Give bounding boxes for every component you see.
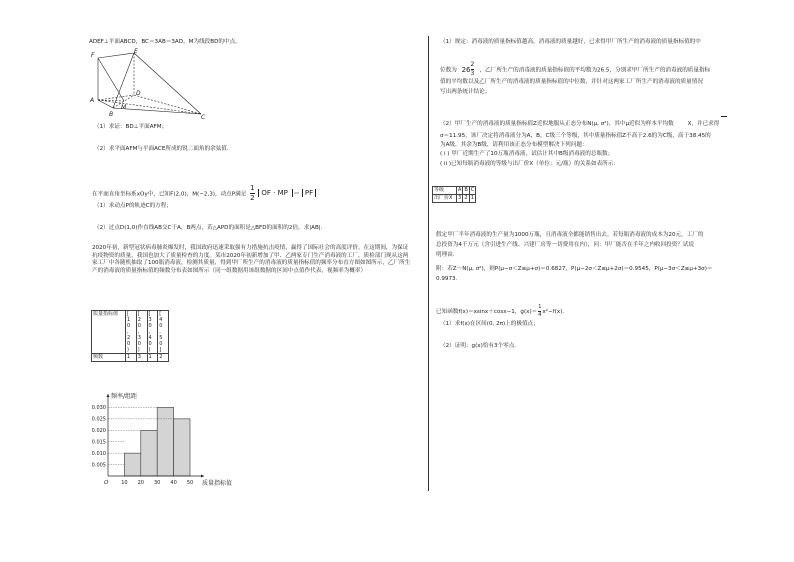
grade-c: C [470,187,475,193]
ellipse-question-1: （1）求动点P的轨迹C的方程； [94,203,172,209]
price-label: 出厂价X [433,194,457,202]
stats-paragraph: 2020年初，新型冠状病毒肺炎爆发时，我国政府迅速采取强有力措施抗击疫情，赢得了国际社会的高度评价。在这期间，为保证抗疫物资的质量，我国也加大了质量检查的力度。某市2020年初新增加了甲、乙两家专门生产消毒液的工厂，质检部门现从这两家工厂中各随机抽取了100瓶消毒液，检测其质量，得到甲厂所生产的消毒液的质量指标值的频率分布直方图如图所示，乙厂所生产的消毒液的质量指标值的频数分布表如图所示（同一组数据用该组数据的区间中点值作代表，视频率为概率） [92,245,411,274]
edge-fm [98,58,124,101]
histogram-bar [157,407,173,476]
histogram-bar [124,453,140,476]
ellipse-question-2: （2）过点D(1,0)作直线AB交C于A，B两点，若△APD的面积是△BFD的面积的2倍，求|AB|. [94,225,323,231]
table-row-values [92,311,169,354]
x-tick-label: 30 [154,480,161,486]
interval-char: ) [127,347,129,353]
count-2: 1 [147,354,158,362]
x-bar-overline [721,116,727,117]
interval-char: 2 [137,317,141,323]
interval-char: [ [159,311,162,317]
y-tick-label: 0.010 [91,450,106,457]
interval-char: [ [148,311,151,317]
r1-line-e: 写出两条统计结论； [440,89,491,95]
r3-line-b: 总投资为4千万元（含引进生产线、兴建厂房等一切费用在内），问：甲厂能否在半年之内收回投资？试说 [436,242,695,248]
y-tick-label: 0.030 [91,405,106,412]
solid-geometry-figure [88,48,208,120]
median-value: 26 $\frac{2}{3}$ [461,61,475,78]
interval-char: 0 [148,323,152,329]
r1-line-d: 值的平均数以及乙厂所生产的消毒液的质量指标值的中位数，并针对这两家工厂所生产的消毒液的质量情况 [440,79,703,85]
label-a: A [90,97,95,104]
interval-0 [126,311,137,354]
geo-intro: ADEF⊥平面ABCD，BC＝3AB＝3AD，M为线段BD的中点。 [89,39,241,45]
quarter-fraction: $\frac{1}{4}$ [538,304,542,318]
y-tick-label: 0.005 [91,462,106,469]
r2-line-d: ( i ) 甲厂近期生产了10万瓶消毒液，试估计其中B级消毒液的总瓶数； [440,151,614,157]
interval-2 [147,311,158,354]
grade-label: 等级 [433,187,457,195]
count-0: 1 [126,354,137,362]
edge-bc [113,108,201,114]
price-c: 1 [470,194,475,201]
x-tick-label: 50 [186,480,194,486]
r1-line-b: 位数为 26 $\frac{2}{3}$ ，乙厂所生产的消毒液的质量指标值的平均数为26.5，分别求甲厂所生产的消毒液的质量指标 [440,61,711,78]
r3-line-d: 附：若Z～N(μ, σ²)，则P(μ−σ＜Z≤μ+σ)＝0.6827，P(μ−2σ＜Z≤μ+2σ)＝0.9545，P(μ−3σ＜Z≤μ+3σ)＝ [436,266,713,272]
ellipse-intro: 在平面直角坐标系xOy中，已知F(2,0)，M(−2,3)，动点P满足 $\frac{1}{2}$ OF · MP ＝ PF [92,184,316,204]
ellipse-lhs: OF · MP [258,189,293,197]
grade-price-table [432,186,476,203]
table-header-index: 质量指标值 [92,311,126,354]
r2-line-b: σ＝11.95，该厂决定将消毒液分为A，B，C级三个等级，其中质量指标值Z不高于2.6的为C级，高于38.45的 [440,133,711,139]
ellipse-rhs: PF [302,189,316,197]
label-f: F [91,52,95,59]
r1-line-a: （1）规定：消毒液的质量指标值越高，消毒液的质量越好，已求得甲厂所生产的消毒液的质量指标值的中 [440,39,701,45]
grade-a: A [458,187,462,193]
interval-char: 0 [159,341,163,347]
ellipse-half: $\frac{1}{2}$ [250,184,255,203]
table-count-label: 频数 [92,354,126,362]
x-tick-label: 10 [121,480,128,486]
r3-line-a: 假定甲厂半年消毒液的生产量为1000万瓶，且消毒液全都能销售出去。若每瓶消毒液的成本为20元，工厂的 [436,232,704,238]
interval-char: 0 [159,323,163,329]
y-axis-arrow [107,394,110,397]
interval-char: 0 [127,341,131,347]
function-question-1: （1）求f(x)在区间(0, 2π)上的极值点； [440,321,539,327]
edge-fe [98,53,134,58]
geo-question-2: （2）求平面AFM与平面ACE所成的锐二面角的余弦值. [94,146,229,152]
function-question-2: （2）证明：g(x)恰有3个零点. [440,343,517,349]
label-m: M [121,104,127,111]
interval-char: ] [159,347,162,353]
interval-char: 4 [148,335,152,341]
label-c: C [201,114,206,120]
interval-char: 0 [148,341,152,347]
interval-char: [ [137,311,140,317]
histogram-bar [141,430,157,476]
r3-line-c: 明理由. [436,252,455,258]
interval-char: 1 [127,317,131,323]
price-a: 3 [458,194,462,201]
histogram-bar [174,419,190,476]
ellipse-intro-text: 在平面直角坐标系xOy中，已知F(2,0)，M(−2,3)，动点P满足 [92,191,247,198]
x-axis-label: 质量指标值 [202,480,233,487]
function-intro: 已知函数f(x)＝xsinx＋cosx−1，g(x)＝ $\frac{1}{4}$ x²−f(x). [436,304,565,318]
y-tick-label: 0.015 [91,439,106,446]
interval-char: , [127,329,129,335]
edge-ad [98,95,134,100]
interval-char: 5 [159,335,163,341]
y-tick-label: 0.025 [91,416,106,423]
r3-line-e: 0.9973. [436,276,458,282]
origin-label: O [104,480,109,486]
interval-char: 0 [137,341,141,347]
interval-char: , [159,329,161,335]
r2-line-e: ( ii )已知每瓶消毒液的等级与出厂价X（单位：元/瓶）的关系如表所示： [440,161,619,167]
frequency-histogram [86,390,236,490]
interval-char: 3 [137,335,141,341]
edge-ec [134,53,201,114]
r2-line-c: 为A级，其余为B级，请利用该正态分布模型解决下列问题： [440,142,588,148]
interval-char: [ [127,311,129,317]
price-b: 2 [464,194,468,201]
table-row-prices [433,194,476,202]
interval-char: ) [148,347,151,353]
x-tick-label: 40 [170,480,177,486]
yi-frequency-table [91,310,169,362]
count-3: 2 [158,354,169,362]
interval-char: 0 [137,323,141,329]
interval-3 [158,311,169,354]
y-axis-label: 频率/组距 [111,393,138,400]
x-axis-arrow [201,475,204,478]
interval-char: 3 [148,317,152,323]
count-1: 3 [136,354,147,362]
x-tick-label: 20 [137,480,144,486]
label-b: B [109,111,114,118]
interval-char: 2 [127,335,131,341]
table-row-counts [92,354,169,362]
geo-question-1: （1）求证：BD⊥平面AFM； [94,124,168,130]
table-row-grades [433,187,476,195]
r2-line-a: （2）甲厂生产的消毒液的质量指标值Z近似地服从正态分布N(μ, σ²)，其中μ近似为样本平均数 X，并已求得 [440,121,720,127]
interval-char: 0 [127,323,131,329]
column-divider [428,36,429,491]
interval-char: ) [137,347,140,353]
interval-char: , [148,329,151,335]
interval-char: , [137,329,140,335]
grade-b: B [464,187,468,193]
interval-1 [136,311,147,354]
y-tick-label: 0.020 [91,428,106,435]
label-e: E [134,48,138,55]
label-d: D [136,90,141,97]
interval-char: 4 [159,317,163,323]
